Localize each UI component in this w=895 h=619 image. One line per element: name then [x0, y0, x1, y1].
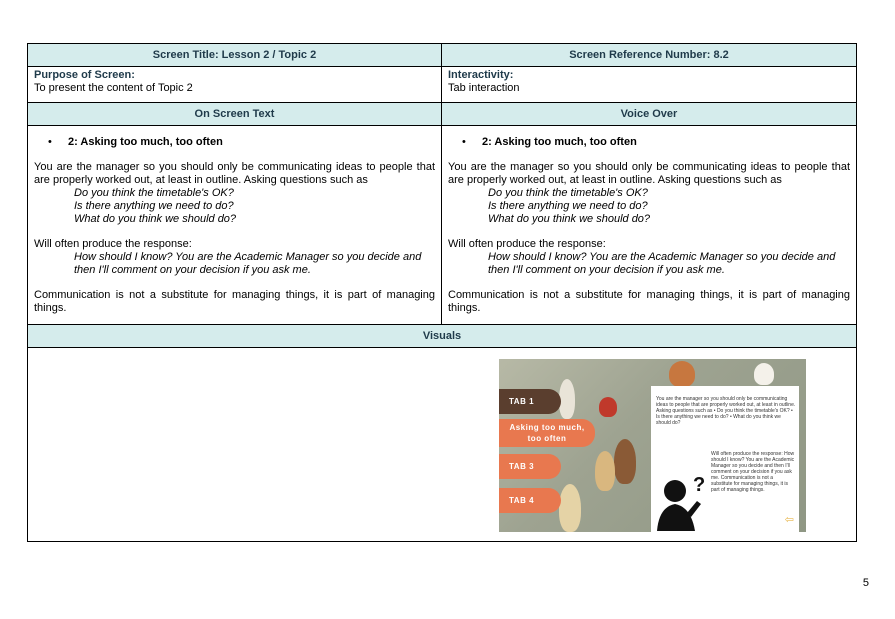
panel-response-text: Will often produce the response: How should I know? You are the Academic Manager so you decide and then I'll comment on your decision if you ask me. Communication is not a substitute for managing things, it is part of managing things.	[711, 451, 795, 493]
pawn-figure	[559, 484, 581, 532]
voice-over-header: Voice Over	[442, 103, 857, 126]
paragraph-1: You are the manager so you should only be communicating ideas to people that are properly worked out, at least in outline. Asking questions such as Do you think the timetable's OK? Is there anything we need to do? What do you think we should do?	[448, 161, 850, 225]
paragraph-3: Communication is not a substitute for managing things, it is part of managing things.	[34, 289, 435, 314]
paragraph-3: Communication is not a substitute for managing things, it is part of managing things.	[448, 289, 850, 314]
tab-4[interactable]: TAB 4	[499, 488, 561, 513]
interactivity-label: Interactivity:	[448, 69, 514, 81]
svg-text:?: ?	[693, 474, 706, 496]
paragraph-2: Will often produce the response: How should I know? You are the Academic Manager so you decide and then I'll comment on your decision if you ask me.	[34, 238, 422, 276]
pawn-figure	[614, 439, 636, 484]
bullet-heading: • 2: Asking too much, too often	[48, 136, 223, 148]
page-number: 5	[862, 577, 869, 589]
tab-2[interactable]: Asking too much, too often	[499, 419, 595, 447]
pawn-figure	[599, 397, 617, 417]
slide-preview	[499, 359, 806, 532]
pawn-figure	[754, 363, 774, 385]
purpose-label: Purpose of Screen:	[34, 69, 135, 81]
purpose-value: To present the content of Topic 2	[34, 82, 193, 94]
pawn-figure	[595, 451, 615, 491]
content-panel	[651, 386, 799, 532]
on-screen-text-cell	[28, 126, 442, 325]
screen-reference: Screen Reference Number: 8.2	[442, 44, 857, 67]
paragraph-1: You are the manager so you should only be communicating ideas to people that are properly worked out, at least in outline. Asking questions such as Do you think the timetable's OK? Is there anything we need to do? What do you think we should do?	[34, 161, 435, 225]
pawn-figure	[669, 361, 695, 387]
voice-over-cell	[442, 126, 857, 325]
tab-1[interactable]: TAB 1	[499, 389, 561, 414]
panel-text: You are the manager so you should only be communicating ideas to people that are properly worked out, at least in outline. Asking questions such as • Do you think the timetable's OK? • Is there anything we need to do? • What do you think we should do?	[656, 396, 796, 426]
on-screen-text-header: On Screen Text	[28, 103, 442, 126]
bullet-heading: • 2: Asking too much, too often	[462, 136, 637, 148]
back-arrow-icon[interactable]: ⇦	[784, 514, 794, 526]
interactivity-cell	[442, 67, 857, 103]
visuals-header: Visuals	[28, 325, 857, 348]
purpose-cell	[28, 67, 442, 103]
screen-title: Screen Title: Lesson 2 / Topic 2	[28, 44, 442, 67]
interactivity-value: Tab interaction	[448, 82, 520, 94]
thinking-person-icon	[653, 471, 711, 531]
tab-3[interactable]: TAB 3	[499, 454, 561, 479]
paragraph-2: Will often produce the response: How should I know? You are the Academic Manager so you decide and then I'll comment on your decision if you ask me.	[448, 238, 836, 276]
pawn-figure	[559, 379, 575, 419]
